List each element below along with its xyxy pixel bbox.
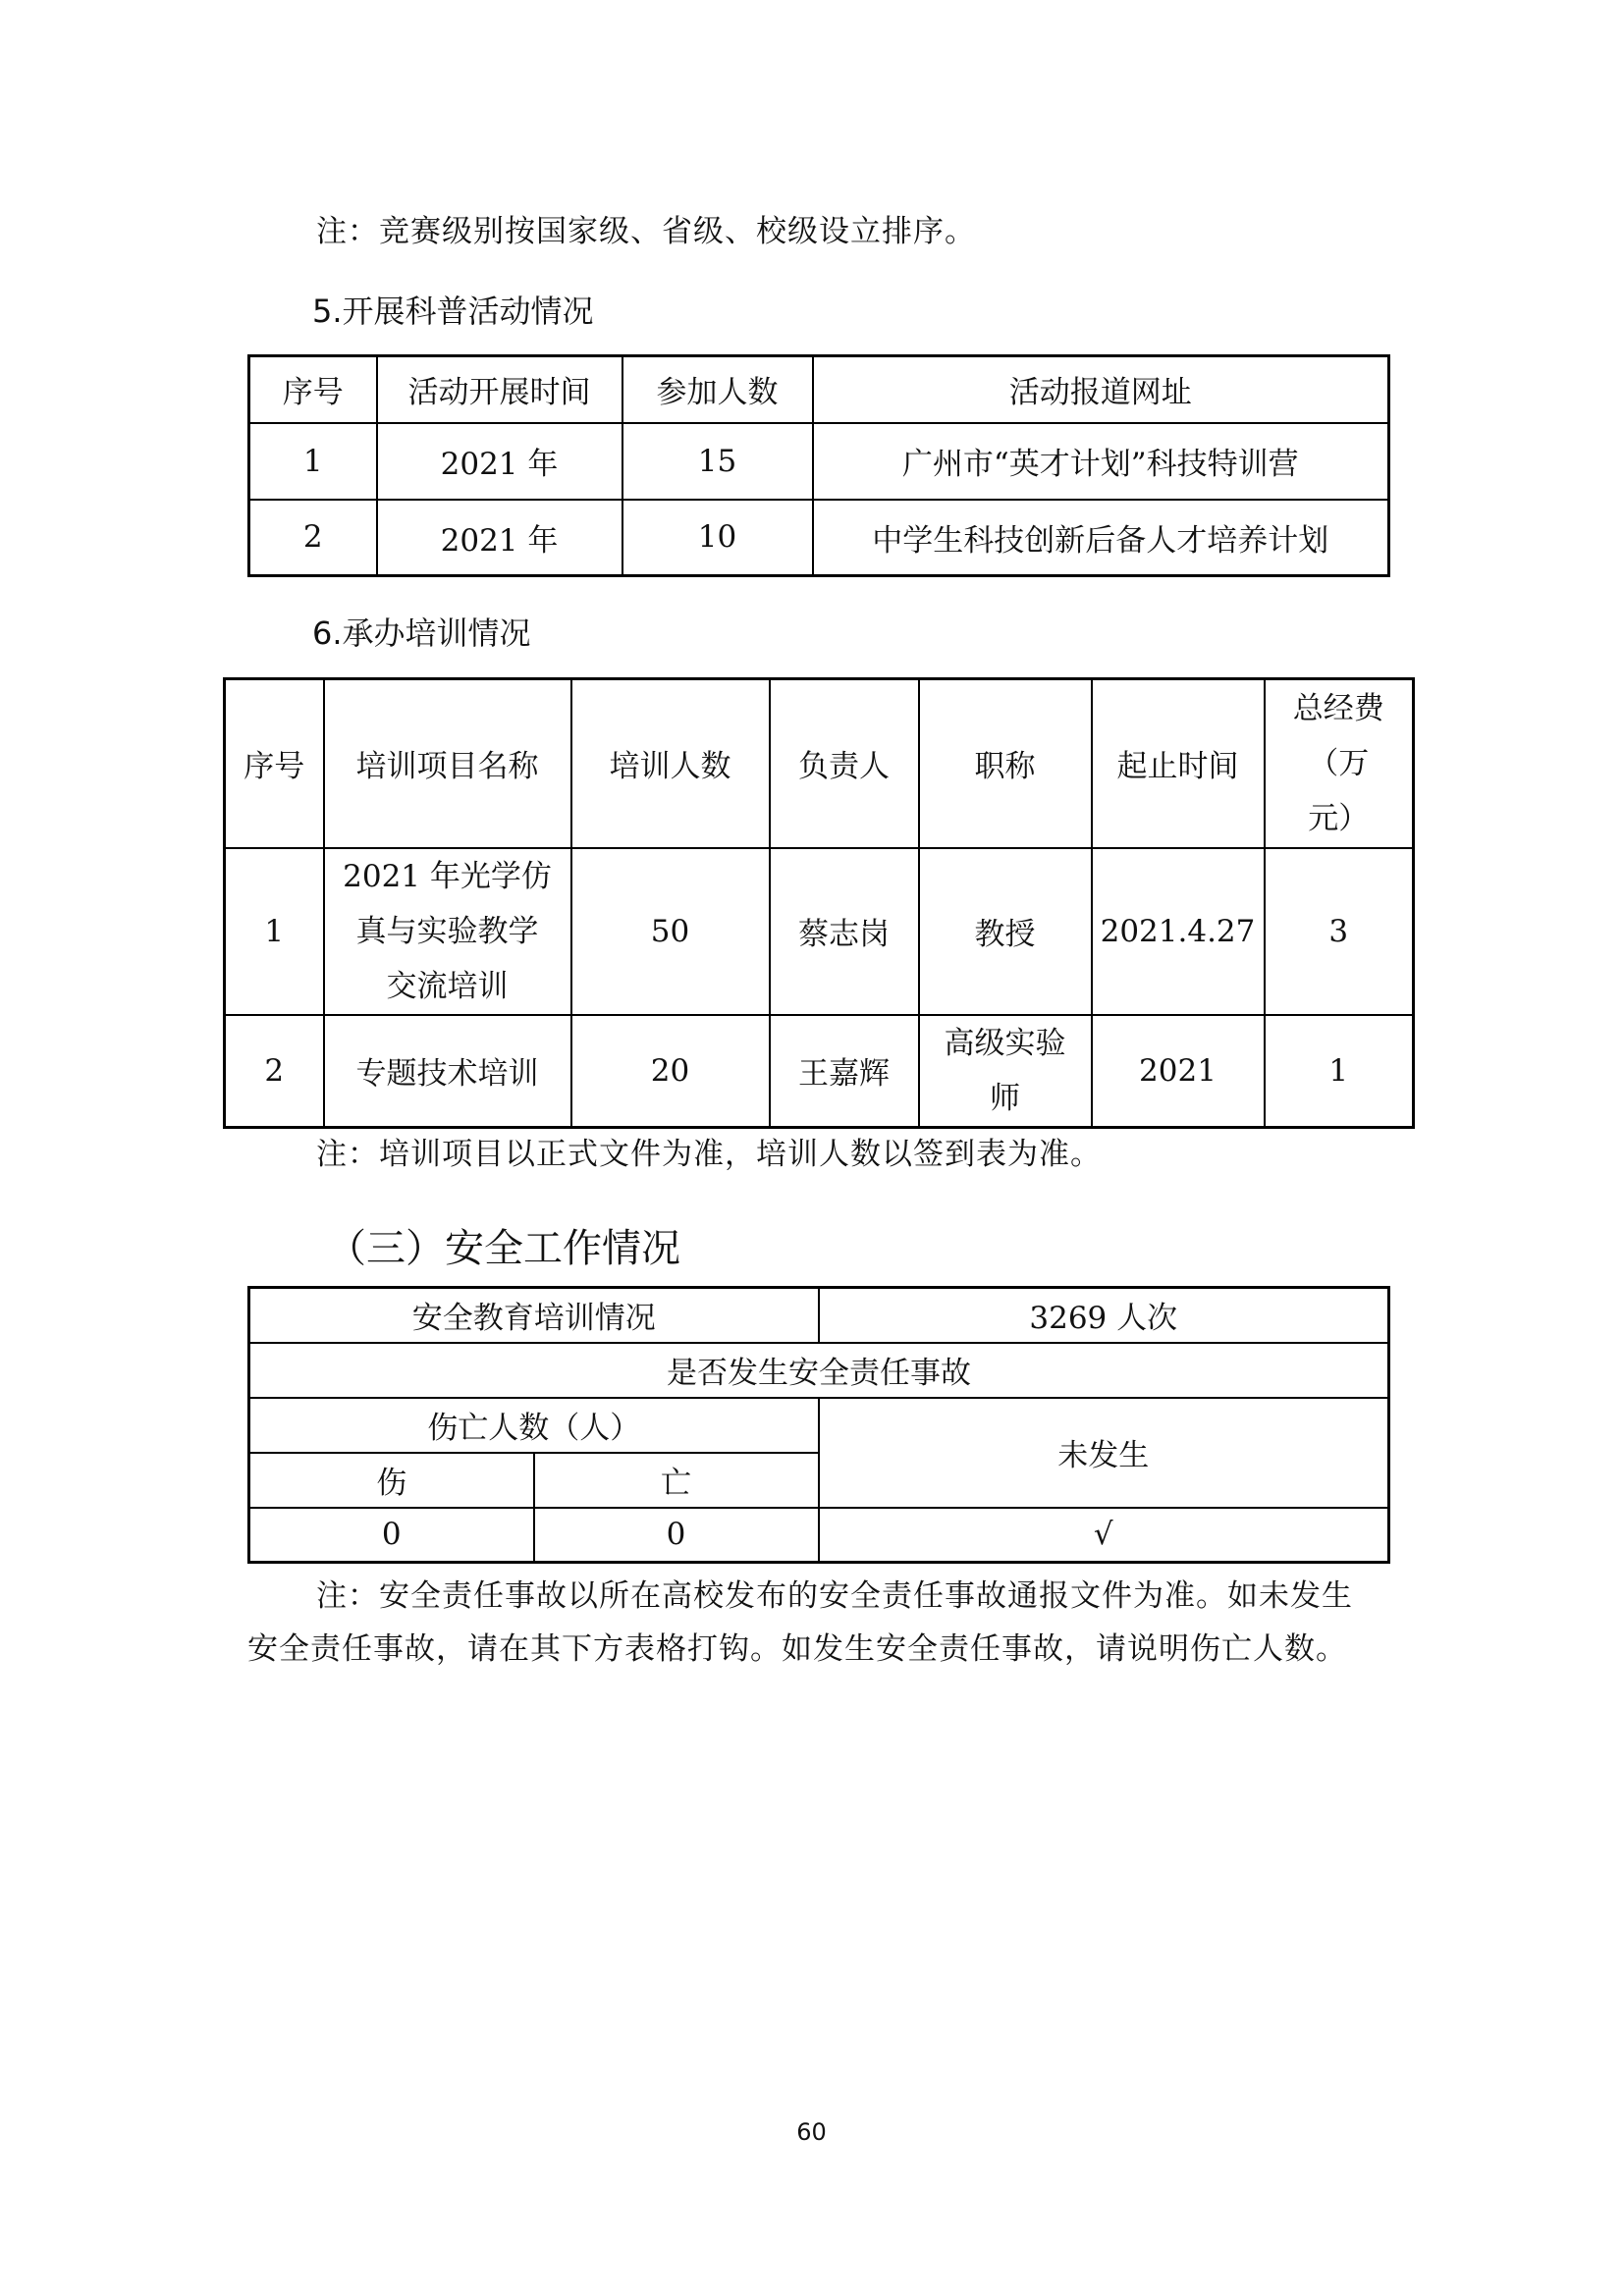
table-row xyxy=(249,1508,1389,1563)
not-occurred-label-cell: 未发生 xyxy=(819,1398,1389,1508)
cell-leader: 蔡志岗 xyxy=(770,848,919,1015)
table-row xyxy=(249,1398,1389,1453)
title-line: 教授 xyxy=(974,917,1036,952)
cell-count: 10 xyxy=(622,500,813,576)
injured-value-cell: 0 xyxy=(249,1508,534,1563)
cell-fee: 3 xyxy=(1265,848,1414,1015)
not-occurred-check-cell: √ xyxy=(819,1508,1389,1563)
cell-no: 2 xyxy=(249,500,377,576)
cell-time: 2021 年 xyxy=(377,423,622,500)
cell-no: 1 xyxy=(225,848,324,1015)
table-row xyxy=(249,500,1389,576)
cell-time: 2021 xyxy=(1092,1015,1265,1128)
name-line: 2021 年光学仿 xyxy=(343,858,552,894)
cell-project-name xyxy=(324,848,571,1015)
header-cell: 培训项目名称 xyxy=(324,679,571,848)
accident-label-cell: 是否发生安全责任事故 xyxy=(249,1343,1389,1398)
cell-url: 广州市“英才计划”科技特训营 xyxy=(813,423,1389,500)
header-cell: 活动报道网址 xyxy=(813,356,1389,423)
cell-url: 中学生科技创新后备人才培养计划 xyxy=(813,500,1389,576)
header-cell: 起止时间 xyxy=(1092,679,1265,848)
title-line: 师 xyxy=(990,1080,1020,1116)
header-cell-fee xyxy=(1265,679,1414,848)
dead-label-cell: 亡 xyxy=(534,1453,819,1508)
cell-project-name xyxy=(324,1015,571,1128)
cell-no: 2 xyxy=(225,1015,324,1128)
dead-value-cell: 0 xyxy=(534,1508,819,1563)
science-activity-table xyxy=(247,354,1390,577)
injured-label-cell: 伤 xyxy=(249,1453,534,1508)
header-cell: 序号 xyxy=(225,679,324,848)
section6-title: 6.承办培训情况 xyxy=(312,614,531,652)
cell-title xyxy=(919,848,1092,1015)
cell-leader: 王嘉辉 xyxy=(770,1015,919,1128)
title-line: 高级实验 xyxy=(944,1025,1066,1061)
training-table xyxy=(223,677,1415,1129)
safety-table xyxy=(247,1286,1390,1564)
table-row xyxy=(225,848,1414,1015)
cell-count: 50 xyxy=(571,848,770,1015)
header-cell: 职称 xyxy=(919,679,1092,848)
table-row xyxy=(249,423,1389,500)
table-row xyxy=(249,1343,1389,1398)
header-cell: 培训人数 xyxy=(571,679,770,848)
cell-title xyxy=(919,1015,1092,1128)
section5-title: 5.开展科普活动情况 xyxy=(312,293,594,330)
name-line: 专题技术培训 xyxy=(355,1056,539,1092)
table-header-row xyxy=(225,679,1414,848)
cell-time: 2021 年 xyxy=(377,500,622,576)
casualty-label-cell: 伤亡人数（人） xyxy=(249,1398,819,1453)
header-cell: 负责人 xyxy=(770,679,919,848)
table-row xyxy=(225,1015,1414,1128)
cell-count: 20 xyxy=(571,1015,770,1128)
cell-no: 1 xyxy=(249,423,377,500)
header-cell: 序号 xyxy=(249,356,377,423)
cell-fee: 1 xyxy=(1265,1015,1414,1128)
name-line: 交流培训 xyxy=(386,968,509,1004)
competition-note: 注：竞赛级别按国家级、省级、校级设立排序。 xyxy=(316,214,976,249)
training-value-cell: 3269 人次 xyxy=(819,1288,1389,1343)
safety-note-line1: 注：安全责任事故以所在高校发布的安全责任事故通报文件为准。如未发生 xyxy=(316,1578,1353,1614)
header-fee-line: 总经费 xyxy=(1292,690,1384,726)
training-note: 注：培训项目以正式文件为准，培训人数以签到表为准。 xyxy=(316,1137,1102,1172)
header-cell: 活动开展时间 xyxy=(377,356,622,423)
table-header-row xyxy=(249,356,1389,423)
cell-time: 2021.4.27 xyxy=(1092,848,1265,1015)
safety-note-line2: 安全责任事故，请在其下方表格打钩。如发生安全责任事故，请说明伤亡人数。 xyxy=(247,1631,1347,1667)
header-fee-line: 元） xyxy=(1308,800,1370,836)
cell-count: 15 xyxy=(622,423,813,500)
table-row xyxy=(249,1288,1389,1343)
name-line: 真与实验教学 xyxy=(355,913,539,949)
header-cell: 参加人数 xyxy=(622,356,813,423)
section3-title: （三）安全工作情况 xyxy=(327,1226,680,1271)
page-number: 60 xyxy=(796,2118,827,2146)
training-label-cell: 安全教育培训情况 xyxy=(249,1288,819,1343)
header-fee-line: （万 xyxy=(1308,745,1370,781)
